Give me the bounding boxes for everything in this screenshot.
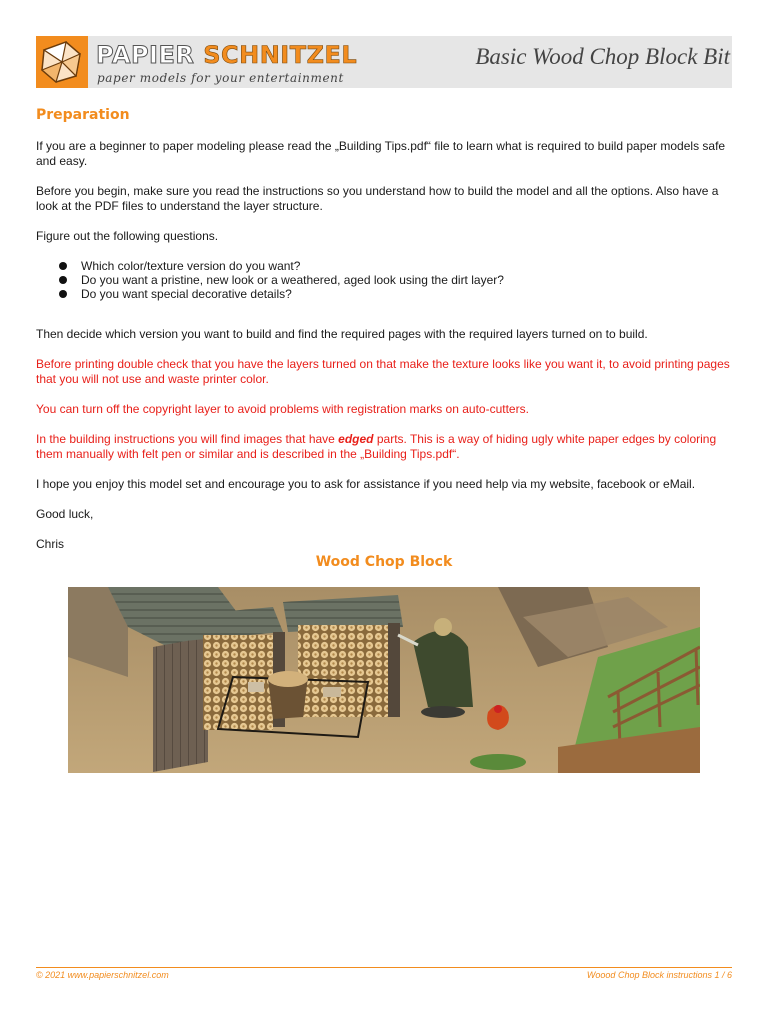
list-item: [36, 259, 736, 273]
page-header: [36, 36, 732, 88]
edged-parts-note: [36, 432, 736, 462]
edged-note-start: In the building instructions you will find images that have: [36, 432, 339, 446]
list-item: [36, 287, 736, 301]
document-title: Basic Wood Chop Block Bit: [475, 44, 730, 69]
questions-list: [36, 259, 736, 301]
preparation-section: [36, 108, 736, 567]
brand-word-schnitzel: SCHNITZEL: [203, 41, 358, 69]
signoff-name: Chris: [36, 537, 65, 551]
questions-intro: Figure out the following questions.: [36, 229, 219, 243]
bullet-icon: [59, 262, 67, 270]
copyright-layer-note: You can turn off the copyright layer to avoid problems with registration marks on auto-cutters.: [36, 402, 529, 416]
question-text: Do you want special decorative details?: [81, 287, 292, 301]
footer-divider: [36, 967, 732, 968]
footer-copyright: © 2021 www.papierschnitzel.com: [36, 970, 169, 980]
decide-version-paragraph: Then decide which version you want to build and find the required pages with the required layers turned on to build.: [36, 327, 648, 341]
edged-emphasis: edged: [338, 432, 374, 446]
brand-tagline: paper models for your entertainment: [97, 71, 344, 85]
enjoy-paragraph: I hope you enjoy this model set and encourage you to ask for assistance if you need help via my website, facebook or eMail.: [36, 477, 696, 491]
signoff-greeting: Good luck,: [36, 507, 94, 521]
brand-name: [96, 41, 357, 69]
footer-page-info: Woood Chop Block instructions 1 / 6: [586, 970, 732, 980]
before-you-begin-paragraph: Before you begin, make sure you read the instructions so you understand how to build the model and all the options. Also have a look at the PDF files to understand the layer structure.: [36, 184, 719, 213]
brand-word-papier: PAPIER: [96, 41, 195, 69]
preparation-heading: Preparation: [36, 107, 130, 123]
question-text: Do you want a pristine, new look or a weathered, aged look using the dirt layer?: [81, 273, 504, 287]
printing-warning: Before printing double check that you have the layers turned on that make the texture looks like you want it, to avoid printing pages that you will not use and waste printer color.: [36, 357, 730, 386]
wood-chop-block-heading: Wood Chop Block: [315, 554, 453, 570]
papier-schnitzel-logo-icon: [36, 36, 88, 88]
bullet-icon: [59, 276, 67, 284]
question-text: Which color/texture version do you want?: [81, 259, 301, 273]
list-item: [36, 273, 736, 287]
beginner-paragraph: If you are a beginner to paper modeling please read the „Building Tips.pdf“ file to learn what is required to build paper models safe and easy.: [36, 139, 726, 168]
bullet-icon: [59, 290, 67, 298]
model-photo: [68, 587, 700, 773]
edged-note-end: parts. This is a way of hiding ugly white paper edges by coloring them manually with felt pen or similar and is described in the „Building Tips.pdf“.: [36, 432, 717, 461]
